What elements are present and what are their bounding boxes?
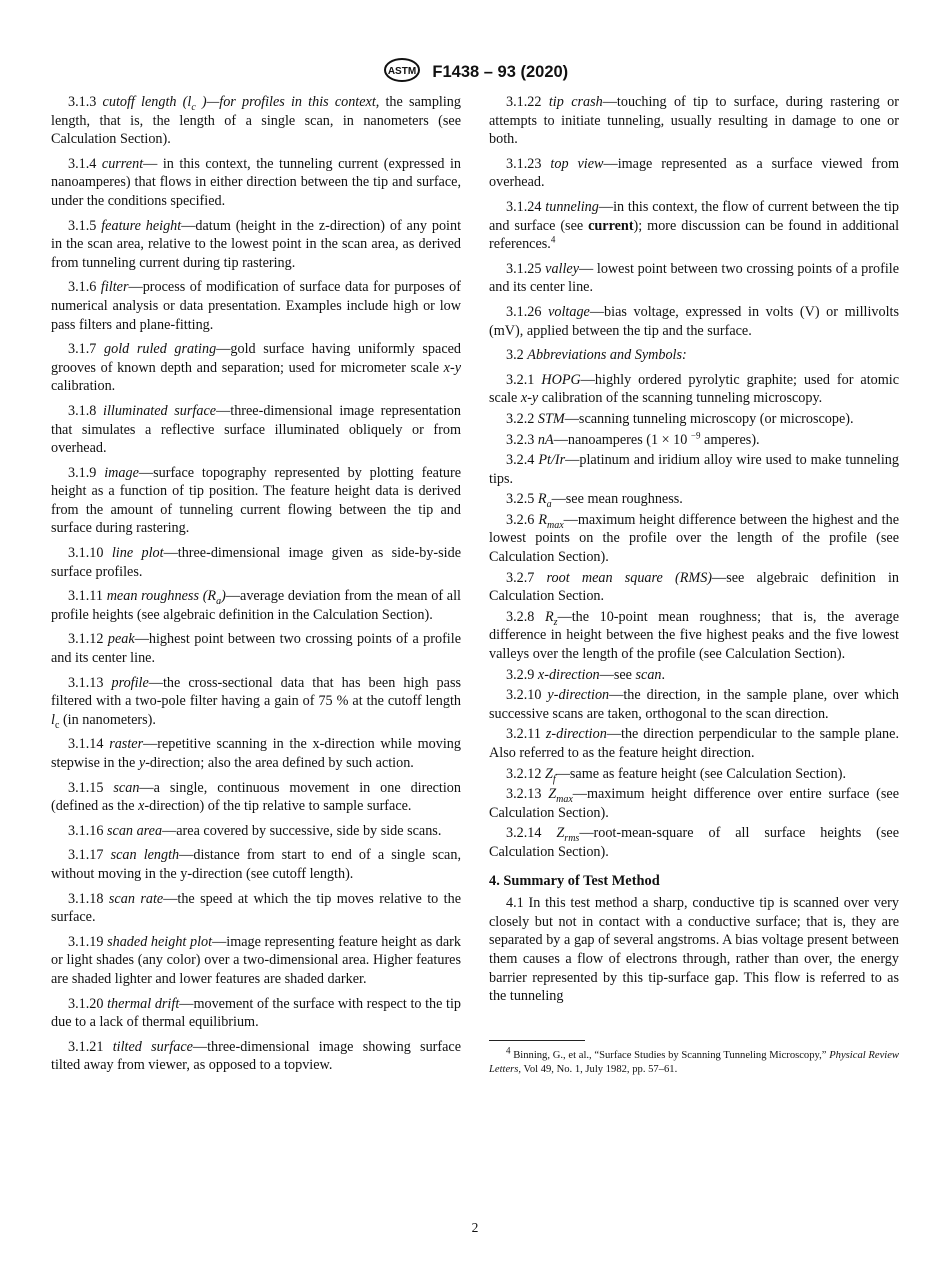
definition-text: — lowest point between two crossing points of a profile and its center line.: [489, 260, 899, 296]
definition-text: —maximum height difference between the highest and the lowest points on the profile over the length of the profile (see Calculation Section).: [489, 511, 899, 566]
definition-number: 3.1.26: [506, 303, 549, 320]
definition-text: —a single, continuous movement in one direction (defined as the: [51, 779, 461, 815]
footnote: $^4$ Binning, G., et al., “Surface Studies by Scanning Tunneling Microscopy,” Physical Review Letters, Vol 49, No. 1, July 1982, pp. 57–61.: [489, 1045, 899, 1075]
definition-number: 3.2.4: [506, 452, 539, 469]
definition-number: 3.1.22: [506, 94, 549, 110]
definition-term: y-direction: [547, 687, 610, 704]
definition-item: [51, 587, 461, 624]
definition-item: [489, 785, 899, 822]
abbreviations-list: [489, 371, 899, 862]
definition-term: $R_a$: [537, 491, 552, 511]
definition-number: 3.1.13: [68, 674, 112, 691]
definition-item: [51, 822, 461, 841]
definition-text: —the speed at which the tip moves relative to the surface.: [51, 890, 462, 926]
definition-text: —highest point between two crossing points of a profile and its center line.: [51, 631, 461, 667]
definition-number: 3.1.23: [506, 155, 551, 172]
definition-text: —three-dimensional image showing surface tilted away from viewer, as opposed to a topview.: [51, 1038, 462, 1074]
definition-term: nA: [537, 431, 554, 448]
svg-text:ASTM: ASTM: [387, 66, 416, 77]
definition-term: $R_{max}$: [538, 511, 564, 531]
definition-term: feature height: [101, 217, 182, 234]
definition-text: —gold surface having uniformly spaced grooves of known depth and separation; used for micrometer scale: [51, 341, 462, 376]
definition-item: [51, 846, 461, 883]
astm-logo: [382, 57, 422, 88]
definition-term: current: [101, 155, 144, 172]
definition-text: —same as feature height (see Calculation Section).: [555, 765, 847, 782]
definition-text: —surface topography represented by plotting feature height as a function of tip position. The feature height data is derived from the amount of tunneling current flowing between the tip and surface during rastering.: [51, 464, 462, 537]
definition-number: 3.2.3: [506, 431, 538, 448]
definition-text: —area covered by successive, side by side scans.: [162, 822, 442, 839]
definition-number: 3.1.25: [506, 260, 546, 277]
definition-number: 3.1.8: [68, 402, 104, 419]
definition-text: — in this context, the tunneling current (expressed in nanoamperes) that flows in either direction between the tip and surface, under the conditions specified.: [51, 155, 462, 209]
definition-number: 3.2.12: [506, 765, 546, 782]
left-column: [51, 93, 461, 1081]
definition-number: 3.2.11: [506, 726, 546, 743]
definition-text: —datum (height in the z-direction) of any point in the scan area, relative to the lowest point in the scan area, as derived from tunneling current during tip rastering.: [51, 217, 462, 271]
definition-text: —image representing feature height as dark or light shades (any color) over a two-dimensional area. Higher features are shaded lighter and lower features are shaded darker.: [51, 933, 461, 987]
definition-term: $Z_{max}$: [548, 786, 573, 806]
definition-text: —see: [599, 666, 636, 683]
definition-number: 3.2.13: [506, 786, 549, 803]
definition-number: 3.1.9: [68, 464, 105, 481]
definition-text: —nanoamperes (1 × 10: [553, 431, 691, 448]
definition-item: 3.1.13 profile—the cross-sectional data that has been high pass filtered with a two-pole filter having a gain of 75 % at the cutoff length $l_c$ (in nanometers).: [51, 674, 461, 731]
definition-term: cutoff length ($l_c$ )—for profiles in this context,: [102, 94, 380, 113]
definition-term: HOPG: [541, 371, 581, 388]
definition-item: [489, 93, 899, 149]
definition-text: —movement of the surface with respect to the tip due to a lack of thermal equilibrium.: [51, 995, 462, 1031]
definition-item: [489, 569, 899, 606]
definition-term: $R_z$: [544, 608, 558, 628]
definition-term: mean roughness $(R_a)$: [106, 588, 226, 608]
definition-text: —repetitive scanning in the x-direction while moving stepwise in the: [51, 736, 461, 771]
page-number: 2: [471, 1220, 479, 1235]
definition-item: [489, 260, 899, 297]
definition-number: 3.1.10: [68, 545, 112, 562]
abbreviations-heading: 3.2 Abbreviations and Symbols:: [506, 347, 687, 364]
definition-number: 3.1.21: [68, 1038, 113, 1055]
definition-text: —process of modification of surface data for purposes of numerical analysis or data presentation. Examples include high or low pass filters and plane-fitting.: [51, 279, 461, 333]
definition-number: 3.2.7: [506, 569, 547, 586]
definition-term: $Z_{rms}$: [556, 825, 580, 845]
definition-text: —the cross-sectional data that has been high pass filtered with a two-pole filter having a gain of 75 % at the cutoff length: [51, 674, 461, 710]
definition-item: [489, 410, 899, 429]
right-column: [489, 93, 899, 1077]
definition-item: [489, 765, 899, 784]
definition-item: [489, 686, 899, 723]
section-heading: 4. Summary of Test Method: [489, 872, 660, 889]
definition-text: —bias voltage, expressed in volts (V) or millivolts (mV), applied between the tip and the surface.: [489, 303, 900, 339]
definition-text: —maximum height difference over entire surface (see Calculation Section).: [489, 786, 899, 821]
definition-number: 3.2.1: [506, 371, 542, 388]
definition-term: raster: [109, 736, 144, 753]
definition-text: —distance from start to end of a single scan, without moving in the y-direction (see cutoff length).: [51, 847, 461, 882]
definition-term: STM: [537, 410, 565, 427]
definition-text: —see algebraic definition in Calculation Section.: [489, 569, 899, 605]
definition-term: Pt/Ir: [538, 452, 566, 469]
definition-item: [51, 155, 461, 211]
definition-item: [489, 824, 899, 861]
definition-item: [51, 93, 461, 149]
definition-item: [51, 464, 461, 538]
definition-term: profile: [111, 674, 149, 691]
definition-number: 3.1.14: [68, 736, 110, 753]
definition-item: [51, 890, 461, 927]
definition-number: 3.1.6: [68, 279, 101, 296]
definition-text: —platinum and iridium alloy wire used to make tunneling tips.: [489, 452, 899, 487]
definition-number: 3.1.12: [68, 631, 108, 648]
definition-text: —touching of tip to surface, during rastering or attempts to initiate tunneling, usually resulting in damage to one or both.: [489, 94, 900, 148]
definition-item: 3.1.14 raster—repetitive scanning in the x-direction while moving stepwise in the y-direction; also the area defined by such action.: [51, 736, 461, 771]
definition-item: [51, 1038, 461, 1075]
definition-term: filter: [100, 279, 129, 296]
definition-term: shaded height plot: [107, 933, 213, 950]
definition-number: 3.1.24: [506, 198, 546, 215]
definition-term: image: [104, 464, 139, 481]
definition-term: illuminated surface: [103, 402, 217, 419]
definition-term: scan: [113, 779, 140, 796]
definition-number: 3.2.9: [506, 666, 538, 683]
definition-item: [51, 544, 461, 581]
definition-text: —image represented as a surface viewed from overhead.: [489, 155, 900, 191]
definition-item: [51, 933, 461, 989]
definition-term: gold ruled grating: [104, 341, 217, 358]
definition-number: 3.1.18: [68, 890, 109, 907]
definition-term: thermal drift: [107, 995, 180, 1012]
definition-term: x-direction: [537, 666, 600, 683]
definition-item: 3.1.15 scan—a single, continuous movement in one direction (defined as the x-direction) of the tip relative to sample surface.: [51, 779, 461, 815]
definition-term: scan rate: [108, 890, 164, 907]
definition-item: [489, 725, 899, 762]
definition-item: [489, 155, 899, 192]
definition-number: 3.2.6: [506, 511, 539, 528]
definition-number: 3.1.16: [68, 822, 108, 839]
definition-term: $Z_f$: [545, 765, 556, 785]
definition-text: —three-dimensional image given as side-by-side surface profiles.: [51, 545, 461, 580]
definition-text: —scanning tunneling microscopy (or microscope).: [564, 410, 854, 427]
definition-number: 3.1.19: [68, 933, 108, 950]
definition-item: [51, 995, 461, 1032]
definition-text: —highly ordered pyrolytic graphite; used for atomic scale: [489, 371, 899, 407]
definition-text: —average deviation from the mean of all profile heights (see algebraic definition in the Calculation Section).: [51, 588, 461, 623]
definition-term: scan length: [110, 847, 180, 864]
definition-number: 3.1.15: [68, 779, 114, 796]
definition-number: 3.1.5: [68, 217, 102, 234]
definition-term: root mean square (RMS): [546, 569, 713, 586]
definition-item: [51, 278, 461, 334]
definition-item: [489, 511, 899, 567]
definition-term: tip crash: [548, 94, 603, 110]
definition-term: tilted surface: [112, 1038, 193, 1055]
definition-text: —root-mean-square of all surface heights (see Calculation Section).: [489, 825, 899, 860]
definition-number: 3.1.20: [68, 995, 108, 1012]
definition-term: peak: [107, 631, 135, 648]
definition-item: 3.1.24 tunneling—in this context, the flow of current between the tip and surface (see current); more discussion can be found in additional references.$^4$: [489, 198, 900, 253]
definition-term: valley: [545, 260, 580, 277]
definition-text: —in this context, the flow of current between the tip and surface (see: [489, 198, 900, 234]
definition-item: [489, 451, 899, 488]
definition-number: 3.1.7: [68, 341, 104, 358]
definitions-continued: [489, 93, 899, 340]
definition-item: [51, 402, 461, 458]
definition-number: 3.1.3: [68, 94, 103, 110]
definition-item: 3.2.1 HOPG—highly ordered pyrolytic graphite; used for atomic scale x-y calibration of the scanning tunneling microscopy.: [489, 371, 899, 407]
definition-number: 3.2.14: [506, 825, 557, 842]
definition-text: —see mean roughness.: [551, 491, 683, 508]
definition-term: z-direction: [545, 726, 607, 743]
definition-number: 3.1.11: [68, 588, 107, 605]
definition-number: 3.1.4: [68, 155, 102, 172]
definition-number: 3.2.10: [506, 687, 548, 704]
definition-term: voltage: [548, 303, 590, 320]
definition-number: 3.2.2: [506, 410, 538, 427]
standard-designation: F1438 – 93 (2020): [432, 63, 569, 81]
definition-number: 3.2.8: [506, 608, 545, 625]
definition-text: the sampling length, that is, the length of a single scan, in nanometers (see Calculation Section).: [51, 94, 461, 148]
definition-term: scan area: [107, 822, 163, 839]
footnote-ref: 4: [550, 234, 556, 245]
definition-item: [489, 490, 899, 509]
definition-text: —three-dimensional image representation that simulates a reflective surface illuminated obliquely or from overhead.: [51, 402, 461, 457]
definition-text: —the 10-point mean roughness; that is, the average difference in height between the five highest peaks and the five lowest valleys over the length of the profile (see Calculation Section).: [489, 608, 900, 663]
footnote-rule: [489, 1040, 585, 1041]
definition-item: [51, 217, 461, 273]
definition-item: 3.2.9 x-direction—see scan.: [506, 666, 666, 683]
definition-item: [489, 608, 899, 664]
definition-term: top view: [550, 155, 604, 172]
definition-item: [489, 303, 899, 340]
definition-number: 3.2.5: [506, 491, 538, 508]
definition-item: [51, 630, 461, 667]
definition-text: —the direction, in the sample plane, over which successive scans are taken, orthogonal to the scan direction.: [489, 687, 899, 722]
definition-item: 3.2.3 nA—nanoamperes (1 × 10 $^{-9}$ amperes).: [506, 429, 760, 448]
section-paragraph: 4.1 In this test method a sharp, conductive tip is scanned over very closely but not in contact with a conductive surface; that is, they are separated by a gap of several angstroms. A bias voltage present between them causes a flow of electrons through, rather than over, the energy barrier represented by this tip-surface gap. This flow is referred to as the tunneling: [489, 895, 899, 1005]
definition-item: 3.1.7 gold ruled grating—gold surface having uniformly spaced grooves of known depth and separation; used for micrometer scale x-y calibration.: [51, 341, 462, 395]
definition-text: —the direction perpendicular to the sample plane. Also referred to as the feature height direction.: [489, 726, 899, 761]
page-header: [0, 57, 950, 88]
definition-term: tunneling: [545, 198, 599, 215]
definition-number: 3.1.17: [68, 847, 111, 864]
definition-term: line plot: [111, 545, 164, 562]
